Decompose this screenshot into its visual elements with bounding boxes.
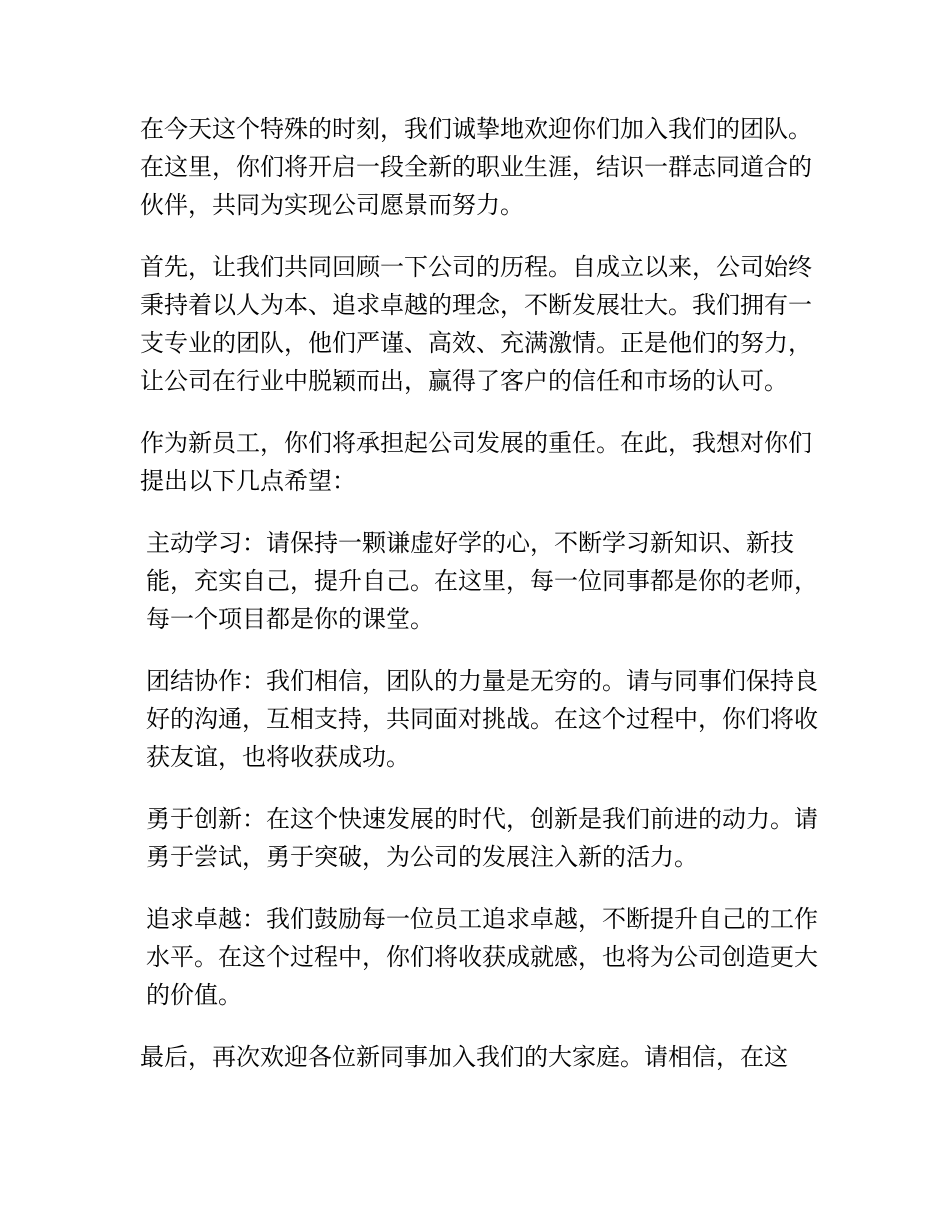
paragraph-active-learning: 主动学习：请保持一颗谦虚好学的心，不断学习新知识、新技能，充实自己，提升自己。在这里，每一位同事都是你的老师，每一个项目都是你的课堂。 bbox=[146, 529, 818, 633]
paragraph-innovation: 勇于创新：在这个快速发展的时代，创新是我们前进的动力。请勇于尝试，勇于突破，为公司的发展注入新的活力。 bbox=[146, 805, 818, 871]
paragraph-teamwork: 团结协作：我们相信，团队的力量是无穷的。请与同事们保持良好的沟通，互相支持，共同面对挑战。在这个过程中，你们将收获友谊，也将收获成功。 bbox=[146, 667, 818, 771]
paragraph-company-history: 首先，让我们共同回顾一下公司的历程。自成立以来，公司始终秉持着以人为本、追求卓越的理念，不断发展壮大。我们拥有一支专业的团队，他们严谨、高效、充满激情。正是他们的努力，让公司在行业中脱颖而出，赢得了客户的信任和市场的认可。 bbox=[140, 253, 812, 395]
paragraph-excellence: 追求卓越：我们鼓励每一位员工追求卓越，不断提升自己的工作水平。在这个过程中，你们将收获成就感，也将为公司创造更大的价值。 bbox=[146, 905, 818, 1009]
paragraph-expectations-intro: 作为新员工，你们将承担起公司发展的重任。在此，我想对你们提出以下几点希望： bbox=[140, 429, 812, 495]
paragraph-closing: 最后，再次欢迎各位新同事加入我们的大家庭。请相信，在这 bbox=[140, 1043, 788, 1071]
document-body bbox=[140, 110, 830, 1100]
paragraph-welcome: 在今天这个特殊的时刻，我们诚挚地欢迎你们加入我们的团队。在这里，你们将开启一段全新的职业生涯，结识一群志同道合的伙伴，共同为实现公司愿景而努力。 bbox=[140, 115, 812, 219]
